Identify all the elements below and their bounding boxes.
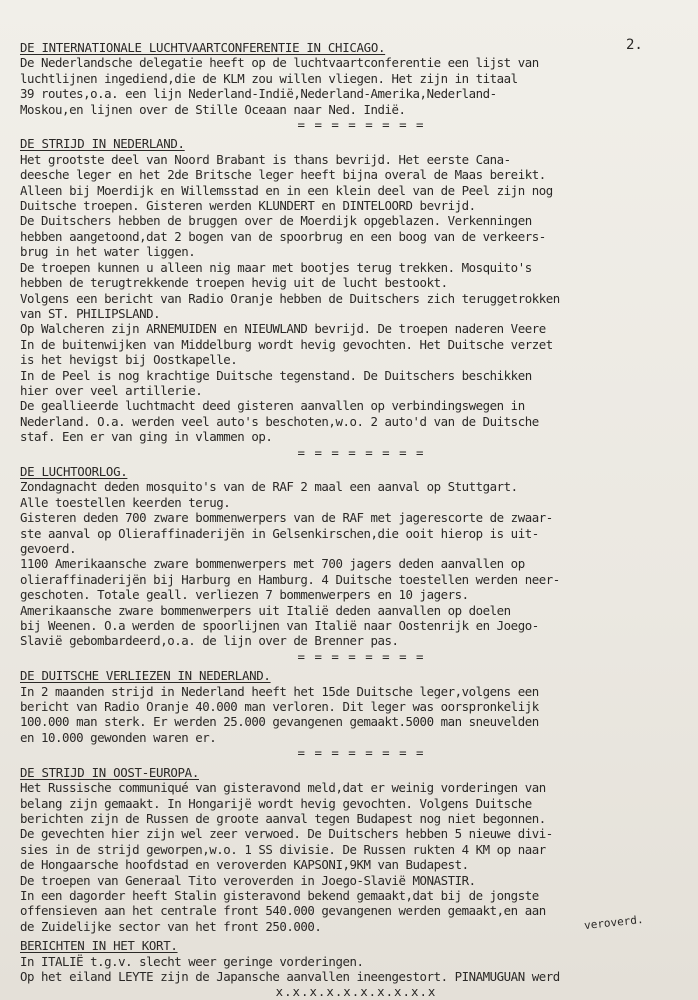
text-line: De Nederlandsche delegatie heeft op de luchtvaartconferentie een lijst van <box>20 55 539 71</box>
article-section <box>20 668 672 760</box>
article-section <box>20 37 672 133</box>
text-line: hebben de terugtrekkende troepen hevig uit de lucht bestookt. <box>20 275 448 291</box>
text-line: Op het eiland LEYTE zijn de Japansche aanvallen ineengestort. PINAMUGUAN werd <box>20 968 560 984</box>
section-separator: = = = = = = = = <box>297 648 425 664</box>
text-line: hebben aangetoond,dat 2 bogen van de spoorbrug en een boog van de verkeers- <box>20 228 546 244</box>
text-line: hier over veel artillerie. <box>20 382 203 398</box>
text-line: In 2 maanden strijd in Nederland heeft het 15de Duitsche leger,volgens een <box>20 683 539 699</box>
text-line: Moskou,en lijnen over de Stille Oceaan naar Ned. Indië. <box>20 101 406 117</box>
text-line: Gisteren deden 700 zware bommenwerpers van de RAF met jagerescorte de zwaar- <box>20 510 553 526</box>
text-line: Het grootste deel van Noord Brabant is thans bevrijd. Het eerste Cana- <box>20 151 511 167</box>
text-line: De Duitschers hebben de bruggen over de Moerdijk opgeblazen. Verkenningen <box>20 213 532 229</box>
text-line: Alleen bij Moerdijk en Willemsstad en in een klein deel van de Peel zijn nog <box>20 182 553 198</box>
text-line: De geallieerde luchtmacht deed gisteren aanvallen op verbindingswegen in <box>20 398 525 414</box>
section-heading: DE STRIJD IN OOST-EUROPA. <box>20 764 199 780</box>
text-line: de Zuidelijke sector van het front 250.000. <box>20 918 322 934</box>
text-line: bericht van Radio Oranje 40.000 man verloren. Dit leger was oorspronkelijk <box>20 699 539 715</box>
text-line: Slavië gebombardeerd,o.a. de lijn over de Brenner pas. <box>20 633 399 649</box>
section-heading: DE LUCHTOORLOG. <box>20 463 128 479</box>
section-separator: = = = = = = = = <box>297 444 425 460</box>
page-number: 2. <box>626 37 643 53</box>
article-section <box>20 938 672 984</box>
section-separator: = = = = = = = = <box>297 745 425 761</box>
text-line: de Hongaarsche hoofdstad en veroverden KAPSONI,9KM van Budapest. <box>20 857 469 873</box>
text-line: is het hevigst bij Oostkapelle. <box>20 352 238 368</box>
text-line: gevoerd. <box>20 541 77 556</box>
text-line: De troepen kunnen u alleen nig maar met bootjes terug trekken. Mosquito's <box>20 259 532 275</box>
section-heading: DE INTERNATIONALE LUCHTVAARTCONFERENTIE IN CHICAGO. <box>20 40 386 55</box>
article-section <box>20 765 672 934</box>
section-heading: DE STRIJD IN NEDERLAND. <box>20 136 185 152</box>
text-line: Alle toestellen keerden terug. <box>20 494 231 510</box>
text-line: 39 routes,o.a. een lijn Nederland-Indië,Nederland-Amerika,Nederland- <box>20 86 497 102</box>
article-section <box>20 136 672 460</box>
text-line: Nederland. O.a. werden veel auto's beschoten,w.o. 2 auto'd van de Duitsche <box>20 413 539 429</box>
text-line: offensieven aan het centrale front 540.000 gevangenen werden gemaakt,en aan <box>20 903 546 919</box>
text-line: Amerikaansche zware bommenwerpers uit Italië deden aanvallen op doelen <box>20 602 511 618</box>
end-mark: x.x.x.x.x.x.x.x.x.x <box>275 984 437 1000</box>
text-line: Volgens een bericht van Radio Oranje hebben de Duitschers zich teruggetrokken <box>20 290 560 306</box>
text-line: olieraffinaderijën bij Harburg en Hamburg. 4 Duitsche toestellen werden neer- <box>20 571 560 587</box>
text-line: Het Russische communiqué van gisteravond meld,dat er weinig vorderingen van <box>20 780 546 796</box>
text-line: Duitsche troepen. Gisteren werden KLUNDERT en DINTELOORD bevrijd. <box>20 198 476 214</box>
text-line: In een dagorder heeft Stalin gisteravond bekend gemaakt,dat bij de jongste <box>20 887 539 903</box>
text-line: 1100 Amerikaansche zware bommenwerpers met 700 jagers deden aanvallen op <box>20 556 525 572</box>
text-line: ste aanval op Olieraffinaderijën in Gelsenkirschen,die ooit hierop is uit- <box>20 525 539 541</box>
text-line: van ST. PHILIPSLAND. <box>20 305 161 321</box>
text-line: bij Weenen. O.a werden de spoorlijnen van Italië naar Oostenrijk en Joego- <box>20 618 539 634</box>
text-line: en 10.000 gewonden waren er. <box>20 729 217 745</box>
section-heading: BERICHTEN IN HET KORT. <box>20 938 178 954</box>
text-line: De troepen van Generaal Tito veroverden in Joego-Slavië MONASTIR. <box>20 872 476 888</box>
text-line: De gevechten hier zijn wel zeer verwoed. De Duitschers hebben 5 nieuwe divi- <box>20 826 553 842</box>
text-line: sies in de strijd geworpen,w.o. 1 SS divisie. De Russen rukten 4 KM op naar <box>20 841 546 857</box>
text-line: luchtlijnen ingediend,die de KLM zou willen vliegen. Het zijn in titaal <box>20 70 518 86</box>
text-line: belang zijn gemaakt. In Hongarijë wordt hevig gevochten. Volgens Duitsche <box>20 795 532 811</box>
text-line: Zondagnacht deden mosquito's van de RAF 2 maal een aanval op Stuttgart. <box>20 479 518 495</box>
text-line: In de Peel is nog krachtige Duitsche tegenstand. De Duitschers beschikken <box>20 367 532 383</box>
text-line: berichten zijn de Russen de groote aanval tegen Budapest nog niet begonnen. <box>20 810 546 826</box>
text-line: staf. Een er van ging in vlammen op. <box>20 429 273 445</box>
text-line: In de buitenwijken van Middelburg wordt hevig gevochten. Het Duitsche verzet <box>20 336 553 352</box>
section-separator: = = = = = = = = <box>297 117 425 133</box>
document-body <box>20 37 672 984</box>
text-line: deesche leger en het 2de Britsche leger heeft bijna overal de Maas bereikt. <box>20 167 546 183</box>
text-line: geschoten. Totale geall. verliezen 7 bommenwerpers en 10 jagers. <box>20 587 469 603</box>
text-line: Op Walcheren zijn ARNEMUIDEN en NIEUWLAND bevrijd. De troepen naderen Veere <box>20 321 546 337</box>
text-line: brug in het water liggen. <box>20 244 196 260</box>
overprint-text: veroverd. <box>583 912 645 933</box>
text-line: In ITALIË t.g.v. slecht weer geringe vorderingen. <box>20 953 364 969</box>
article-section <box>20 464 672 664</box>
text-line: 100.000 man sterk. Er werden 25.000 gevangenen gemaakt.5000 man sneuvelden <box>20 714 539 730</box>
section-heading: DE DUITSCHE VERLIEZEN IN NEDERLAND. <box>20 668 271 684</box>
